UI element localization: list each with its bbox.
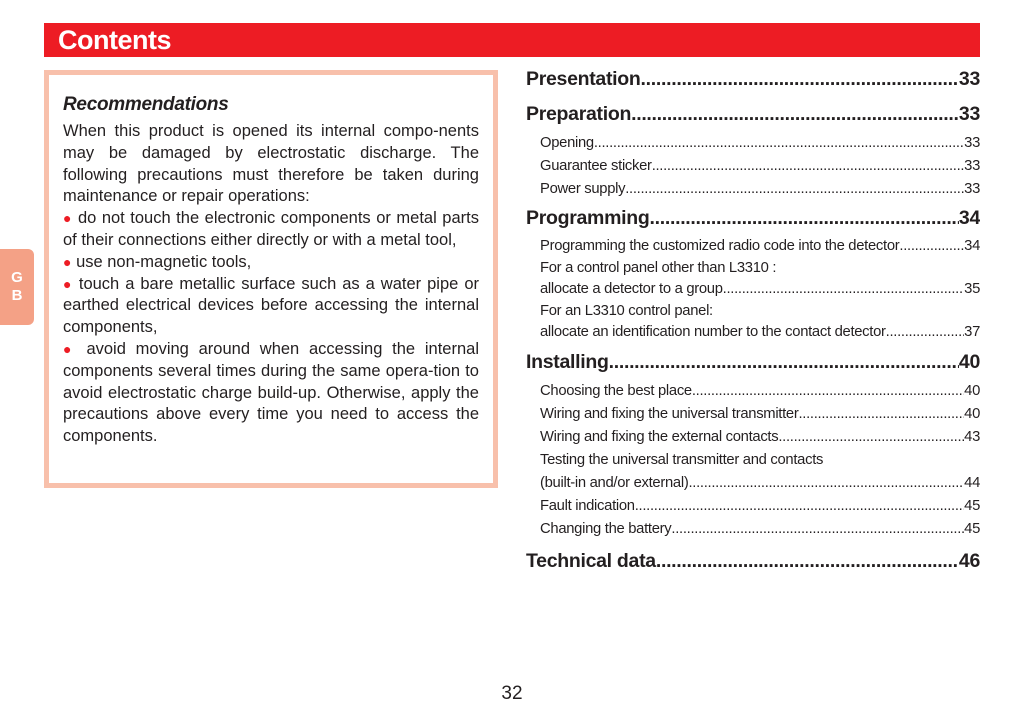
toc-item-prefix: For a control panel other than L3310 : [540,260,777,276]
toc-leader-dots [656,541,959,581]
toc-item[interactable] [540,403,980,426]
language-tab-letter: G [11,269,23,286]
toc-section-programming[interactable] [526,201,980,235]
bullet-icon: ● [63,253,72,270]
contents-banner [44,23,980,57]
toc-page-number: 33 [964,158,980,174]
toc-item-label: Opening [540,135,594,151]
page-title: Contents [58,25,171,55]
toc-installing-items [526,380,980,541]
toc-item[interactable] [540,495,980,518]
toc-page-number: 40 [958,351,980,373]
recommendation-bullet: use non-magnetic tools, [76,252,252,271]
toc-leader-dots [609,344,959,380]
toc-item[interactable] [540,321,980,344]
toc-item-label: Choosing the best place [540,383,692,399]
toc-page-number: 33 [958,103,980,125]
toc-item[interactable] [540,178,980,201]
toc-page-number: 44 [964,475,980,491]
toc-page-number: 33 [964,181,980,197]
toc-page-number: 43 [964,429,980,445]
toc-item[interactable] [540,426,980,449]
toc-programming-items [526,235,980,344]
recommendation-bullet: do not touch the electronic components or metal parts of their connections either directly or with a metal tool, [63,209,479,249]
toc-page-number: 45 [964,498,980,514]
toc-section-preparation[interactable] [526,96,980,132]
toc-page-number: 40 [964,383,980,399]
toc-item[interactable] [540,235,980,258]
toc-item-prefix: Testing the universal transmitter and contacts [540,452,824,468]
page-number: 32 [501,683,523,704]
toc-item[interactable] [540,132,980,155]
recommendations-intro: When this product is opened its internal compo-nents may be damaged by electrostatic discharge. The following precautions must therefore be taken during maintenance or repair operations: [63,122,479,206]
recommendations-box [44,70,498,488]
toc-leader-dots [899,235,964,258]
toc-leader-dots [799,403,965,426]
language-tab-letter: B [11,287,23,304]
toc-leader-dots [631,96,959,132]
toc-page-number: 37 [964,324,980,340]
toc-leader-dots [886,321,964,344]
toc-leader-dots [778,426,964,449]
toc-page-number: 40 [964,406,980,422]
toc-leader-dots [625,178,964,201]
toc-leader-dots [635,495,964,518]
toc-page-number: 33 [958,68,980,90]
toc-item[interactable] [540,518,980,541]
toc-section-label: Programming [526,207,650,229]
bullet-icon: ● [63,275,73,292]
toc-leader-dots [594,132,964,155]
toc-leader-dots [652,155,964,178]
toc-page-number: 34 [964,238,980,254]
toc-section-installing[interactable] [526,344,980,380]
toc-section-presentation[interactable] [526,64,980,94]
toc-leader-dots [688,472,964,495]
toc-section-label: Preparation [526,103,632,125]
recommendations-title: Recommendations [63,94,229,115]
toc-item-label: Power supply [540,181,626,197]
toc-item-label: (built-in and/or external) [540,475,689,491]
toc-page-number: 46 [958,550,980,572]
toc-section-technical-data[interactable] [526,541,980,581]
toc-leader-dots [671,518,964,541]
toc-page-number: 34 [958,207,980,229]
toc-item[interactable] [540,472,980,495]
bullet-icon: ● [63,210,73,227]
toc-section-label: Installing [526,351,609,373]
toc-item-prefix: For an L3310 control panel: [540,303,713,319]
toc-page-number: 35 [964,281,980,297]
toc-item-label: Wiring and fixing the external contacts [540,429,779,445]
language-tab [0,249,34,325]
toc-item-label: Programming the customized radio code into the detector [540,238,900,254]
toc-item-label: Guarantee sticker [540,158,652,174]
recommendations-text [63,121,479,448]
toc-item[interactable] [540,155,980,178]
table-of-contents [526,64,980,581]
toc-leader-dots [723,278,964,301]
toc-item-label: allocate an identification number to the contact detector [540,324,886,340]
toc-section-label: Technical data [526,550,656,572]
toc-item-label: Fault indication [540,498,635,514]
toc-item-label: Changing the battery [540,521,672,537]
toc-page-number: 33 [964,135,980,151]
toc-item-label: allocate a detector to a group [540,281,723,297]
toc-item-label: Wiring and fixing the universal transmitter [540,406,799,422]
toc-item[interactable] [540,278,980,301]
toc-leader-dots [692,380,964,403]
toc-leader-dots [641,64,959,94]
toc-item[interactable] [540,380,980,403]
toc-section-label: Presentation [526,68,641,90]
recommendation-bullet: touch a bare metallic surface such as a water pipe or earthed electrical devices before accessing the internal components, [63,274,479,337]
recommendation-bullet: avoid moving around when accessing the internal components several times during the same opera-tion to avoid electrostatic charge build-up. [63,339,479,402]
recommendations-outro: Otherwise, apply the precautions above every time you need to access the components. [63,383,479,446]
toc-page-number: 45 [964,521,980,537]
toc-preparation-items [526,132,980,201]
bullet-icon: ● [63,340,77,357]
toc-leader-dots [649,201,958,235]
